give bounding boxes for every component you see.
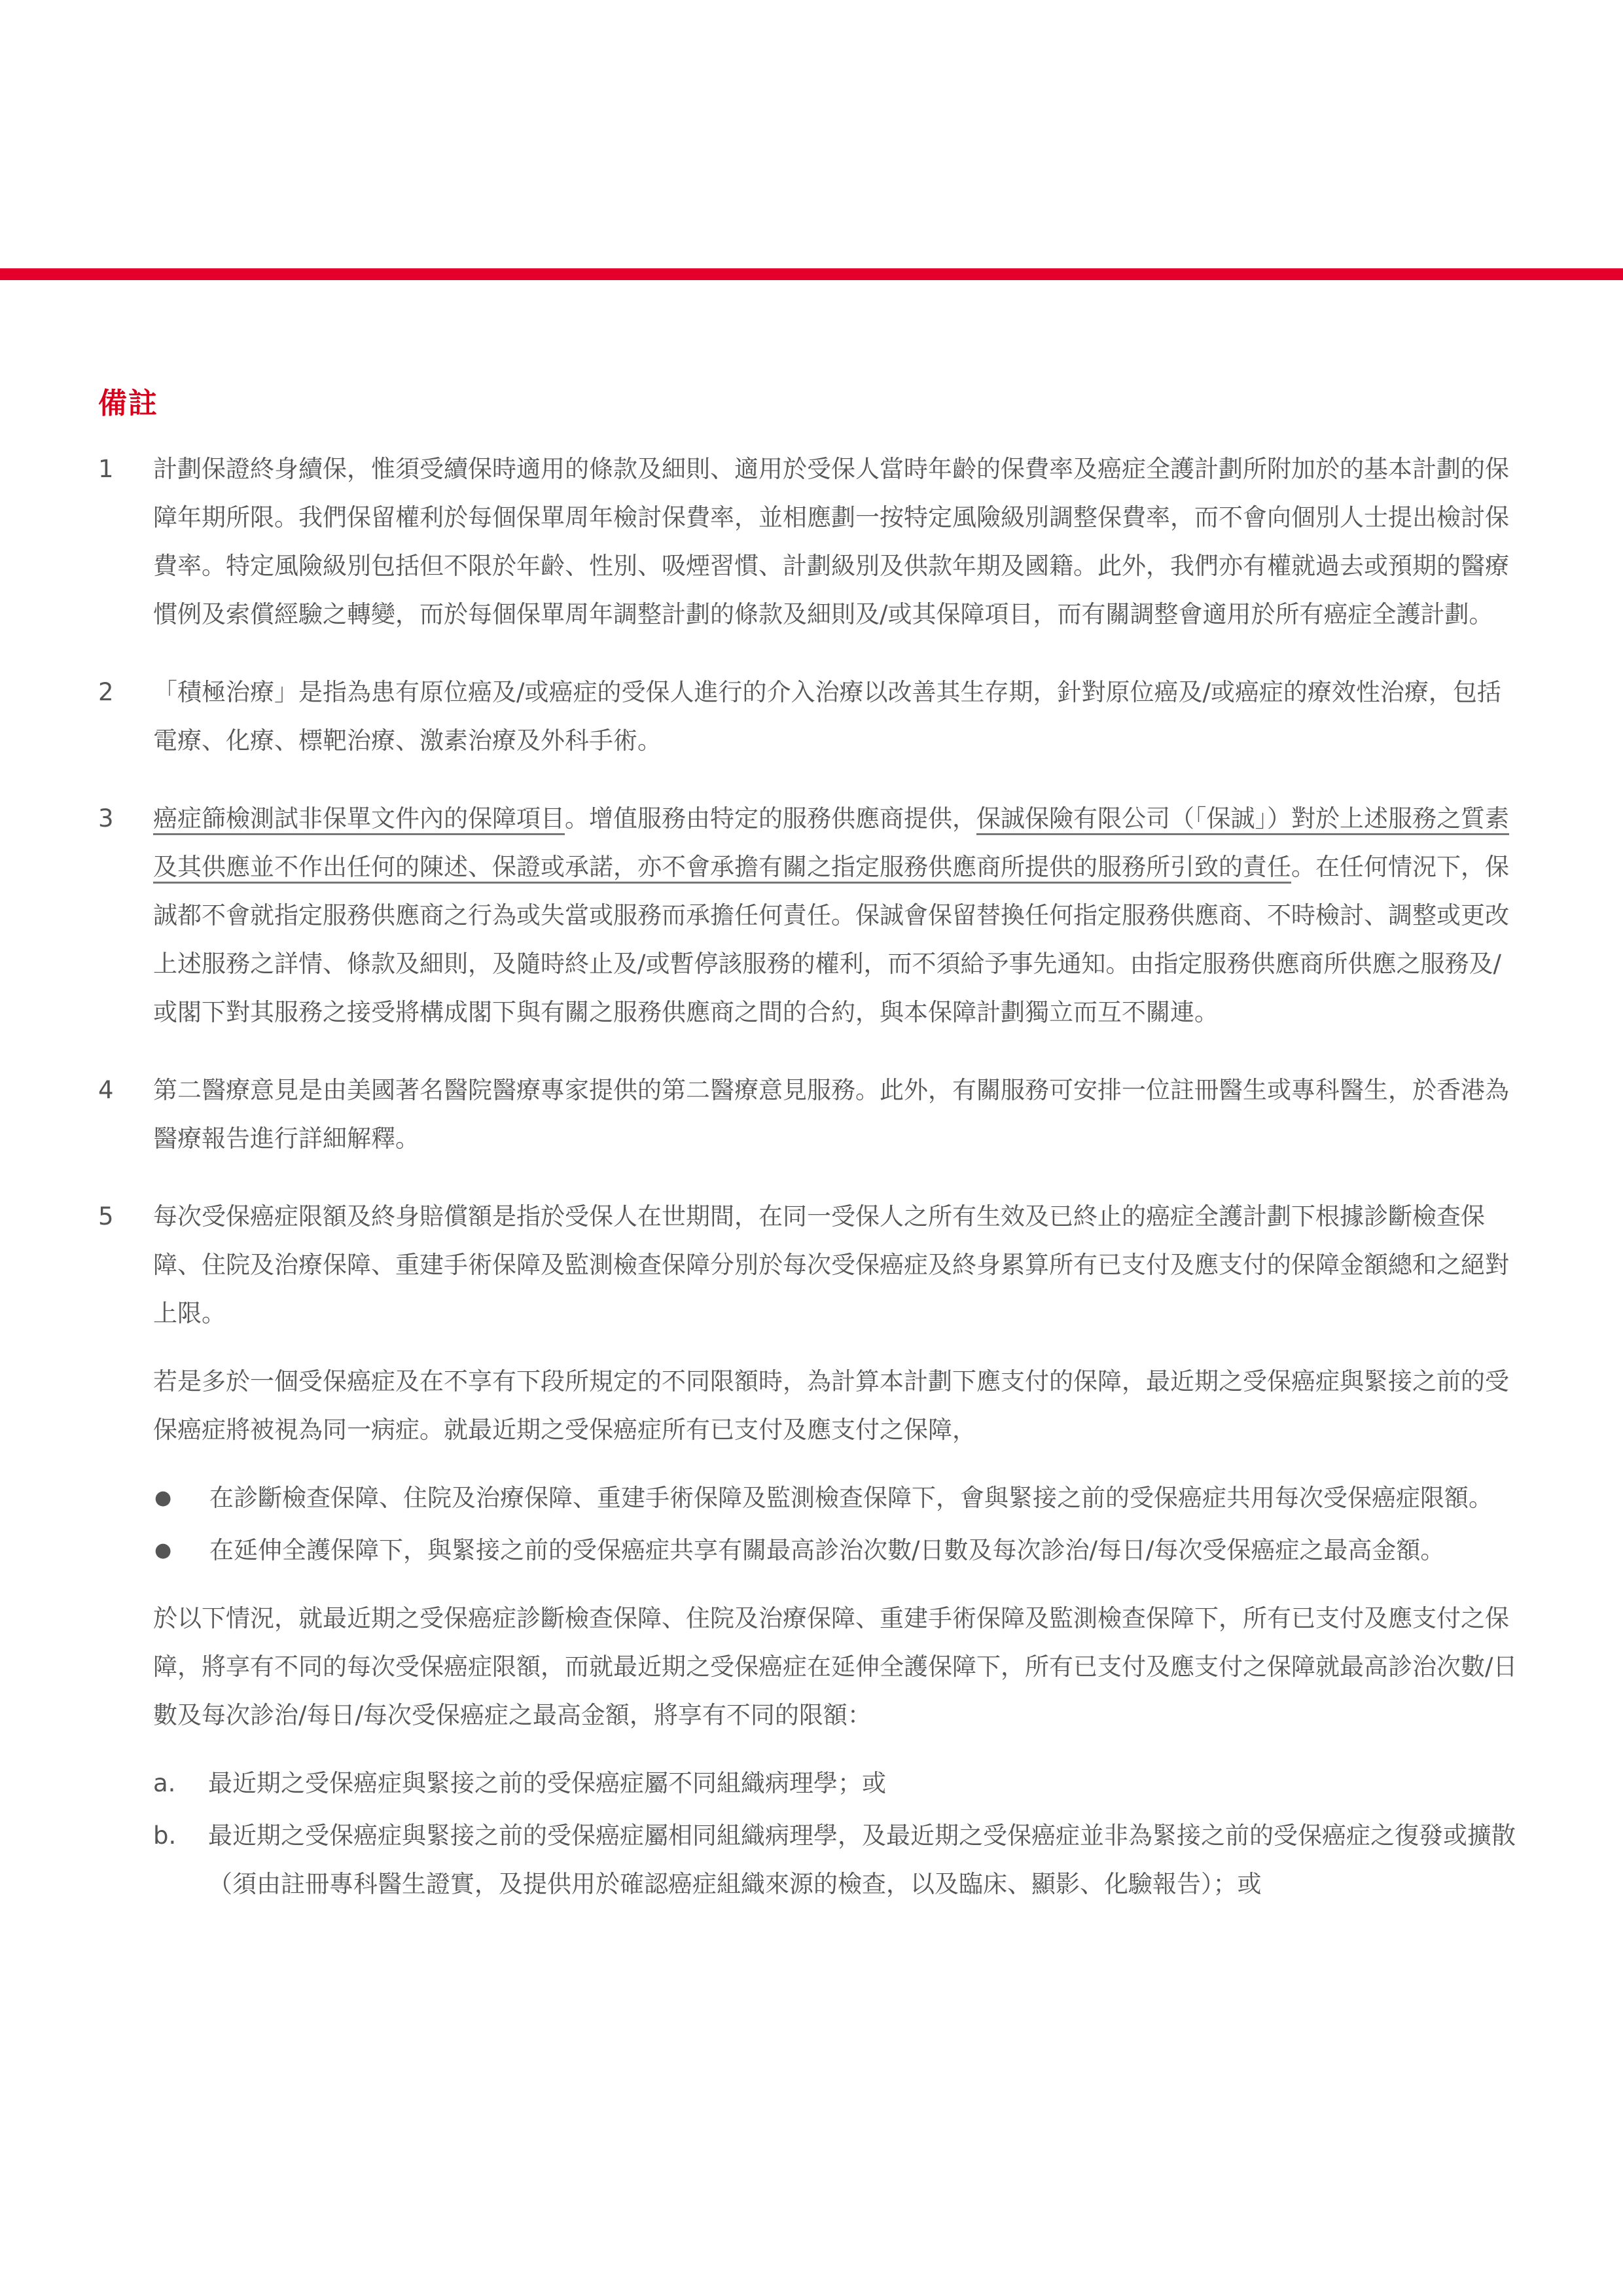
underlined-text: 保誠保險有限公司（「保誠」）對於上述服務之質素及其供應並不作出任何的陳述、保證或承諾，亦不會承擔有關之指定服務供應商所提供的服務所引致的責任	[153, 804, 1509, 881]
lettered-item	[153, 1759, 1518, 1808]
item-label: b.	[153, 1821, 177, 1850]
bullet-icon: ●	[154, 1486, 172, 1509]
bullet-list	[153, 1474, 1518, 1575]
lettered-item	[153, 1812, 1518, 1909]
note-text	[153, 795, 1518, 1037]
page-title: 備註	[98, 387, 158, 420]
note-3	[98, 795, 1525, 1037]
note-body	[153, 1066, 1518, 1163]
note-paragraph: 若是多於一個受保癌症及在不享有下段所規定的不同限額時，為計算本計劃下應支付的保障，最近期之受保癌症與緊接之前的受保癌症將被視為同一病症。就最近期之受保癌症所有已支付及應支付之保障，	[153, 1367, 1509, 1444]
note-body	[153, 668, 1518, 765]
note-text-segment: 。增值服務由特定的服務供應商提供，	[565, 804, 976, 833]
item-text: 最近期之受保癌症與緊接之前的受保癌症屬相同組織病理學，及最近期之受保癌症並非為緊接之前的受保癌症之復發或擴散（須由註冊專科醫生證實，及提供用於確認癌症組織來源的檢查，以及臨床、顯影、化驗報告）；或	[208, 1821, 1516, 1898]
underlined-text: 癌症篩檢測試非保單文件內的保障項目	[153, 804, 565, 833]
bullet-item	[153, 1474, 1518, 1522]
note-body	[153, 445, 1518, 639]
note-text: 第二醫療意見是由美國著名醫院醫療專家提供的第二醫療意見服務。此外，有關服務可安排一位註冊醫生或專科醫生，於香港為醫療報告進行詳細解釋。	[153, 1076, 1509, 1153]
bullet-item	[153, 1526, 1518, 1575]
note-body	[153, 1193, 1518, 1928]
note-number: 4	[98, 1076, 114, 1104]
note-4	[98, 1066, 1525, 1163]
note-body	[153, 795, 1518, 1037]
note-number: 3	[98, 804, 114, 833]
item-text: 最近期之受保癌症與緊接之前的受保癌症屬不同組織病理學；或	[208, 1769, 886, 1797]
item-label: a.	[153, 1769, 176, 1797]
bullet-text: 在延伸全護保障下，與緊接之前的受保癌症共享有關最高診治次數/日數及每次診治/每日/每次受保癌症之最高金額。	[209, 1536, 1445, 1564]
note-5	[98, 1193, 1525, 1928]
note-text: 「積極治療」是指為患有原位癌及/或癌症的受保人進行的介入治療以改善其生存期，針對原位癌及/或癌症的療效性治療，包括電療、化療、標靶治療、激素治療及外科手術。	[153, 678, 1501, 755]
note-number: 5	[98, 1202, 114, 1230]
note-number: 2	[98, 678, 114, 706]
note-2	[98, 668, 1525, 765]
notes-list	[98, 445, 1525, 1958]
lettered-list	[153, 1759, 1518, 1909]
note-1	[98, 445, 1525, 639]
bullet-text: 在診斷檢查保障、住院及治療保障、重建手術保障及監測檢查保障下，會與緊接之前的受保癌症共用每次受保癌症限額。	[209, 1484, 1493, 1512]
note-text: 計劃保證終身續保，惟須受續保時適用的條款及細則、適用於受保人當時年齡的保費率及癌症全護計劃所附加於的基本計劃的保障年期所限。我們保留權利於每個保單周年檢討保費率，並相應劃一按特定風險級別調整保費率，而不會向個別人士提出檢討保費率。特定風險級別包括但不限於年齡、性別、吸煙習慣、計劃級別及供款年期及國籍。此外，我們亦有權就過去或預期的醫療慣例及索償經驗之轉變，而於每個保單周年調整計劃的條款及細則及/或其保障項目，而有關調整會適用於所有癌症全護計劃。	[153, 455, 1509, 628]
note-text-segment: 。在任何情況下，保誠都不會就指定服務供應商之行為或失當或服務而承擔任何責任。保誠會保留替換任何指定服務供應商、不時檢討、調整或更改上述服務之詳情、條款及細則，及隨時終止及/或暫停該服務的權利，而不須給予事先通知。由指定服務供應商所供應之服務及/或閣下對其服務之接受將構成閣下與有關之服務供應商之間的合約，與本保障計劃獨立而互不關連。	[153, 853, 1509, 1026]
note-paragraph: 於以下情況，就最近期之受保癌症診斷檢查保障、住院及治療保障、重建手術保障及監測檢查保障下，所有已支付及應支付之保障，將享有不同的每次受保癌症限額，而就最近期之受保癌症在延伸全護保障下，所有已支付及應支付之保障就最高診治次數/日數及每次診治/每日/每次受保癌症之最高金額，將享有不同的限額：	[153, 1604, 1518, 1729]
note-paragraph: 每次受保癌症限額及終身賠償額是指於受保人在世期間，在同一受保人之所有生效及已終止的癌症全護計劃下根據診斷檢查保障、住院及治療保障、重建手術保障及監測檢查保障分別於每次受保癌症及終身累算所有已支付及應支付的保障金額總和之絕對上限。	[153, 1202, 1509, 1327]
note-number: 1	[98, 455, 114, 483]
header-red-rule	[0, 268, 1623, 280]
bullet-icon: ●	[154, 1539, 172, 1562]
